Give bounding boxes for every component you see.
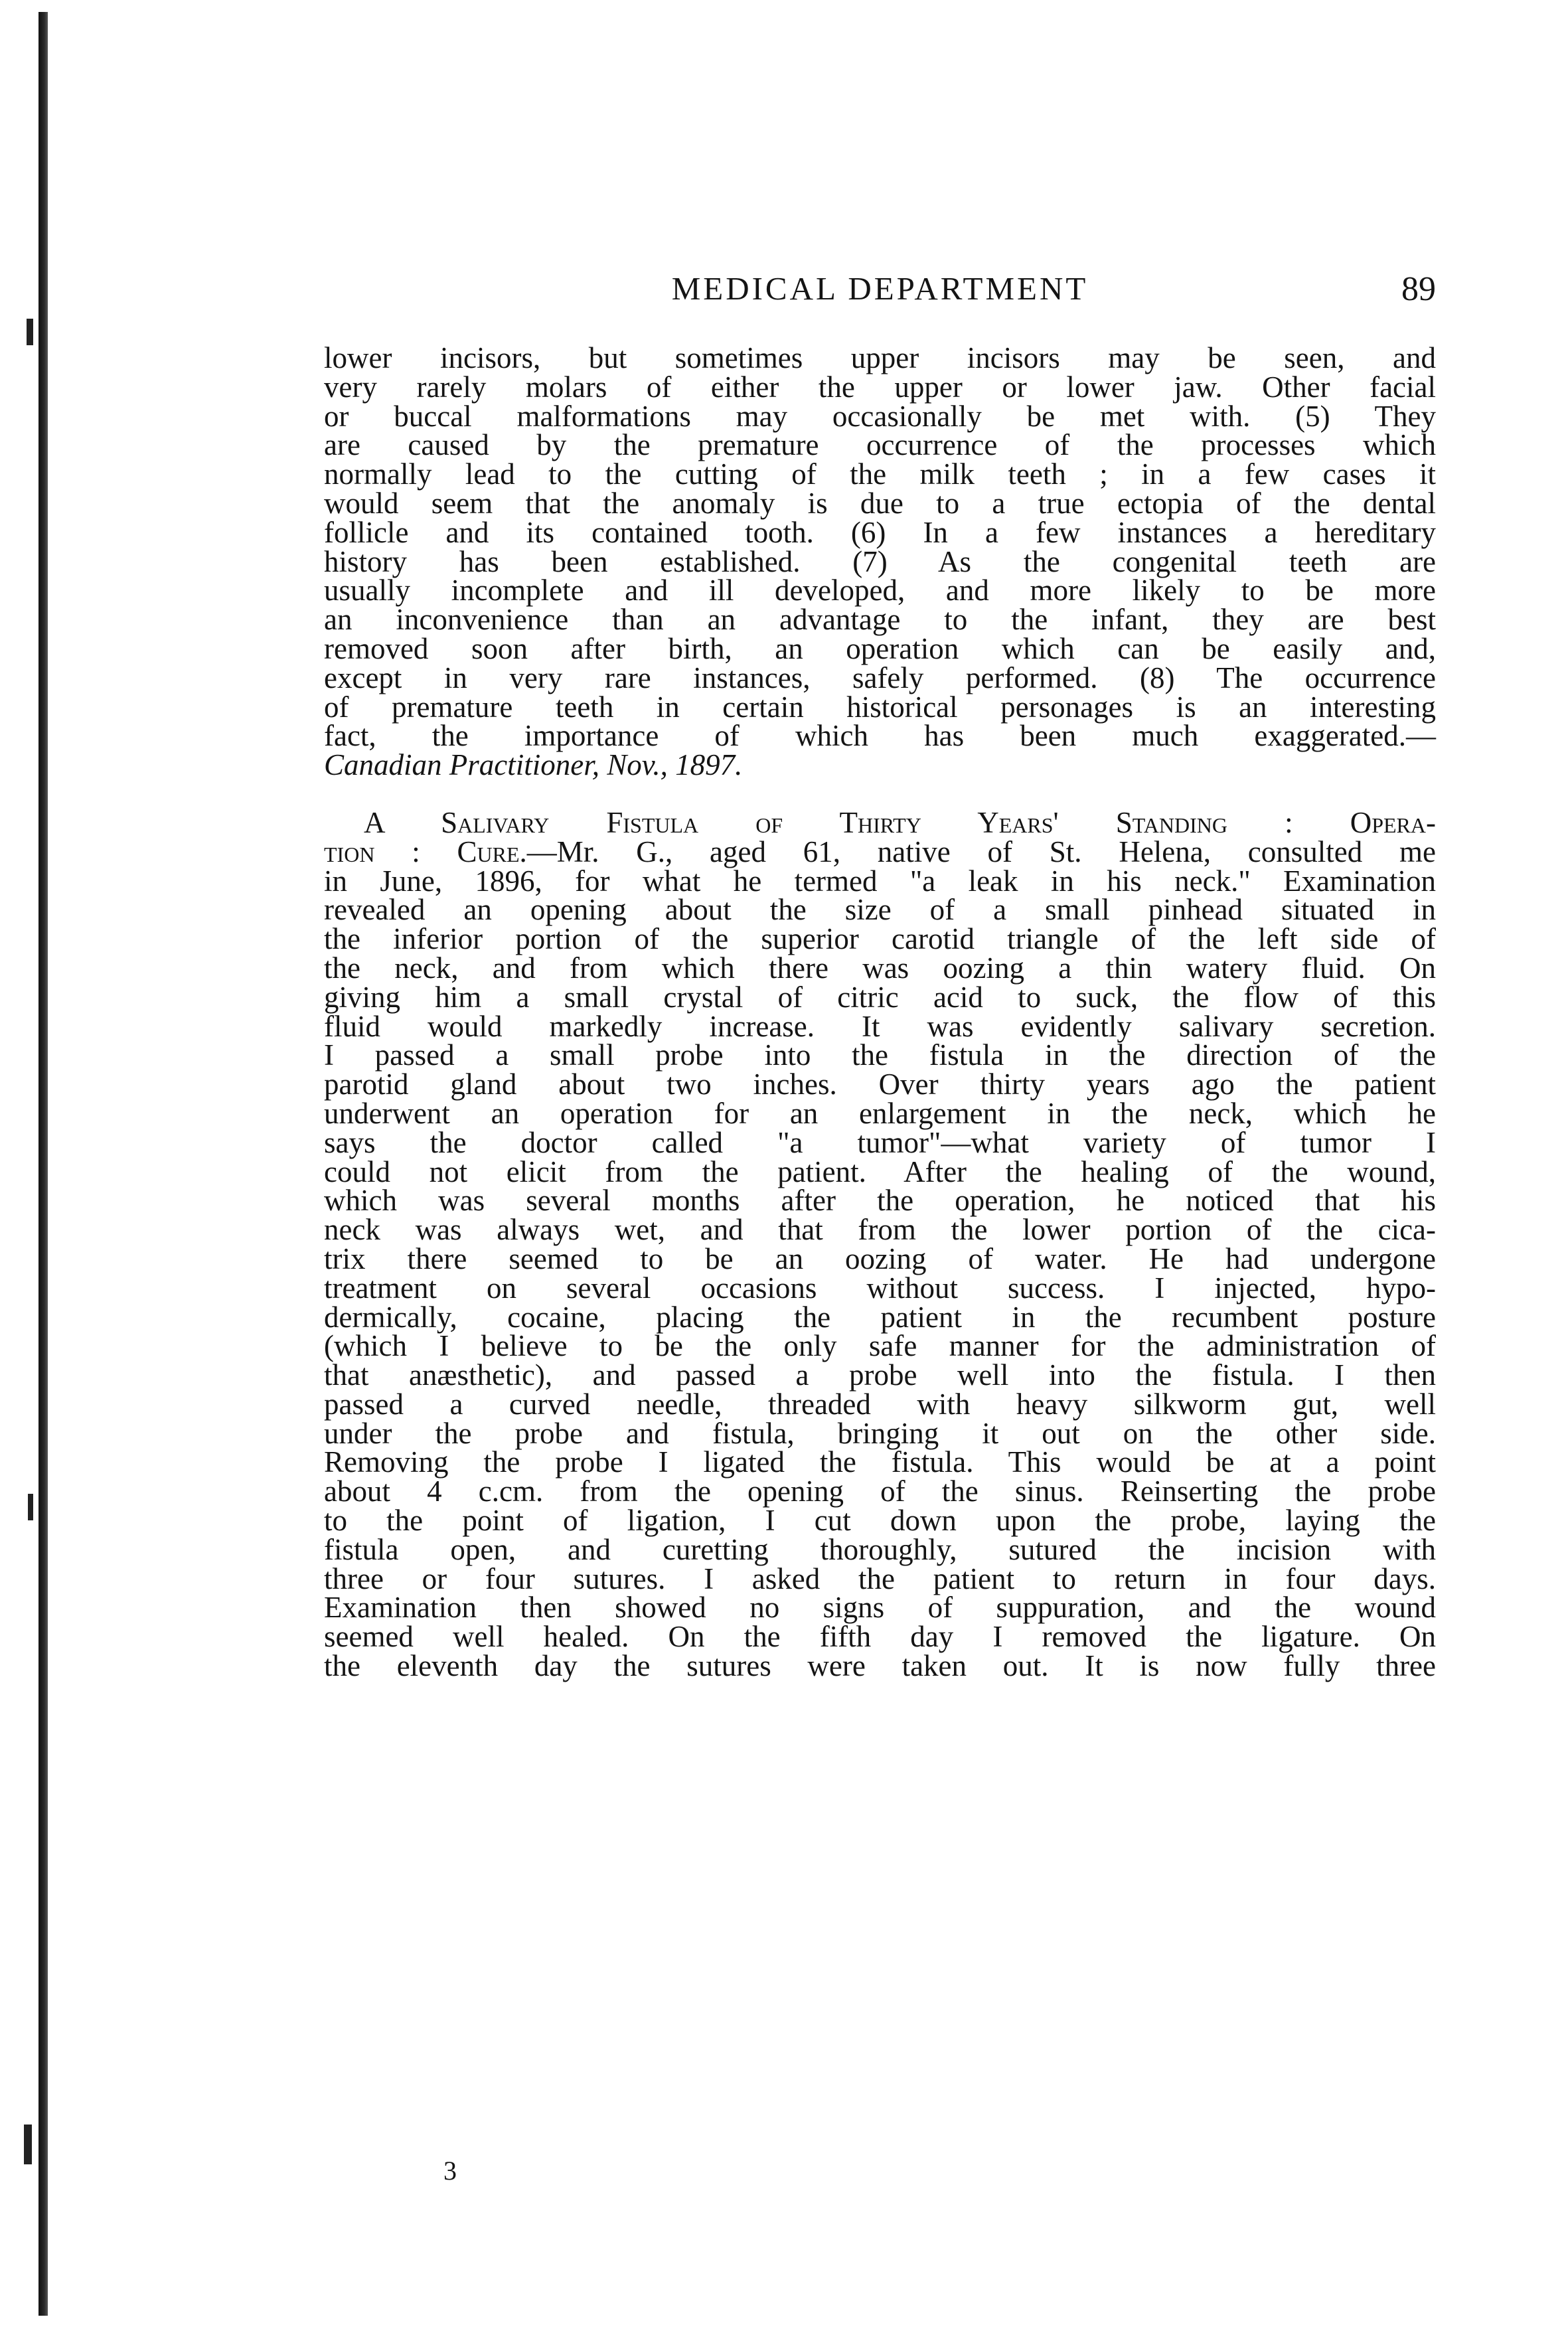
text-line: the neck, and from which there was oozing a thin watery fluid. On: [324, 951, 1436, 985]
page-number: 89: [1401, 270, 1436, 308]
text-line: or buccal malformations may occasionally be met with. (5) They: [324, 399, 1436, 433]
running-title: MEDICAL DEPARTMENT: [671, 270, 1089, 307]
binding-speck: [28, 1494, 33, 1520]
text-line: normally lead to the cutting of the milk teeth ; in a few cases it: [324, 457, 1436, 491]
text-line: says the doctor called "a tumor"—what variety of tumor I: [324, 1125, 1436, 1159]
binding-edge: [39, 12, 48, 2316]
text-line: in June, 1896, for what he termed "a leak in his neck." Examination: [324, 864, 1436, 898]
text-line: follicle and its contained tooth. (6) In a few instances a hereditary: [324, 515, 1436, 549]
text-line: about 4 c.cm. from the opening of the sinus. Reinserting the probe: [324, 1475, 1436, 1508]
text-line: underwent an operation for an enlargement in the neck, which he: [324, 1096, 1436, 1130]
text-line: the inferior portion of the superior carotid triangle of the left side of: [324, 922, 1436, 956]
text-line: would seem that the anomaly is due to a true ectopia of the dental: [324, 486, 1436, 520]
signature-mark: 3: [443, 2156, 457, 2186]
body-text: [324, 341, 1436, 1683]
binding-speck: [24, 2125, 32, 2164]
text-line: are caused by the premature occurrence of the processes which: [324, 428, 1436, 462]
text-line: (which I believe to be the only safe manner for the administration of: [324, 1329, 1436, 1363]
text-line: to the point of ligation, I cut down upon the probe, laying the: [324, 1504, 1436, 1538]
page-header: [324, 264, 1436, 317]
text-line: very rarely molars of either the upper or lower jaw. Other facial: [324, 370, 1436, 404]
text-line: parotid gland about two inches. Over thirty years ago the patient: [324, 1068, 1436, 1101]
binding-speck: [27, 319, 33, 345]
text-line: neck was always wet, and that from the lower portion of the cica-: [324, 1213, 1436, 1247]
text-line: revealed an opening about the size of a small pinhead situated in: [324, 893, 1436, 927]
text-line: fact, the importance of which has been much exaggerated.—: [324, 719, 1436, 753]
text-line: history has been established. (7) As the congenital teeth are: [324, 544, 1436, 578]
text-line: could not elicit from the patient. After the healing of the wound,: [324, 1155, 1436, 1188]
citation: Canadian Practitioner, Nov., 1897.: [324, 748, 743, 782]
text-line: lower incisors, but sometimes upper incisors may be seen, and: [324, 341, 1436, 374]
text-line: giving him a small crystal of citric acid to suck, the flow of this: [324, 980, 1436, 1014]
text-line: Removing the probe I ligated the fistula. This would be at a point: [324, 1445, 1436, 1479]
text-line: passed a curved needle, threaded with heavy silkworm gut, well: [324, 1387, 1436, 1421]
text-line: trix there seemed to be an oozing of water. He had undergone: [324, 1242, 1436, 1275]
text-line: fluid would markedly increase. It was evidently salivary secretion.: [324, 1009, 1436, 1043]
text-line: I passed a small probe into the fistula in the direction of the: [324, 1038, 1436, 1072]
paragraph-congenital-teeth: [324, 341, 1436, 782]
text-line: seemed well healed. On the fifth day I removed the ligature. On: [324, 1620, 1436, 1654]
text-line: treatment on several occasions without success. I injected, hypo-: [324, 1271, 1436, 1305]
text-line: which was several months after the operation, he noticed that his: [324, 1184, 1436, 1218]
heading-caps: tion : Cure.: [324, 835, 527, 868]
heading-line: [324, 835, 1436, 868]
article-heading: A Salivary Fistula of Thirty Years' Standing : Opera-: [364, 805, 1436, 839]
paragraph-salivary-fistula: [324, 805, 1436, 1683]
text-line: Examination then showed no signs of suppuration, and the wound: [324, 1591, 1436, 1625]
text-line: the eleventh day the sutures were taken out. It is now fully three: [324, 1649, 1436, 1683]
text-line: fistula open, and curetting thoroughly, sutured the incision with: [324, 1532, 1436, 1566]
text-line: three or four sutures. I asked the patient to return in four days.: [324, 1562, 1436, 1595]
text-line: usually incomplete and ill developed, and more likely to be more: [324, 574, 1436, 607]
text-line: an inconvenience than an advantage to the infant, they are best: [324, 603, 1436, 637]
text-line: except in very rare instances, safely performed. (8) The occurrence: [324, 661, 1436, 694]
text-line: dermically, cocaine, placing the patient in the recumbent posture: [324, 1300, 1436, 1334]
text-line: that anæsthetic), and passed a probe well into the fistula. I then: [324, 1358, 1436, 1392]
heading-rest: —Mr. G., aged 61, native of St. Helena, consulted me: [526, 835, 1436, 868]
text-line: removed soon after birth, an operation which can be easily and,: [324, 631, 1436, 665]
text-line: of premature teeth in certain historical personages is an interesting: [324, 690, 1436, 724]
text-line: under the probe and fistula, bringing it out on the other side.: [324, 1416, 1436, 1450]
